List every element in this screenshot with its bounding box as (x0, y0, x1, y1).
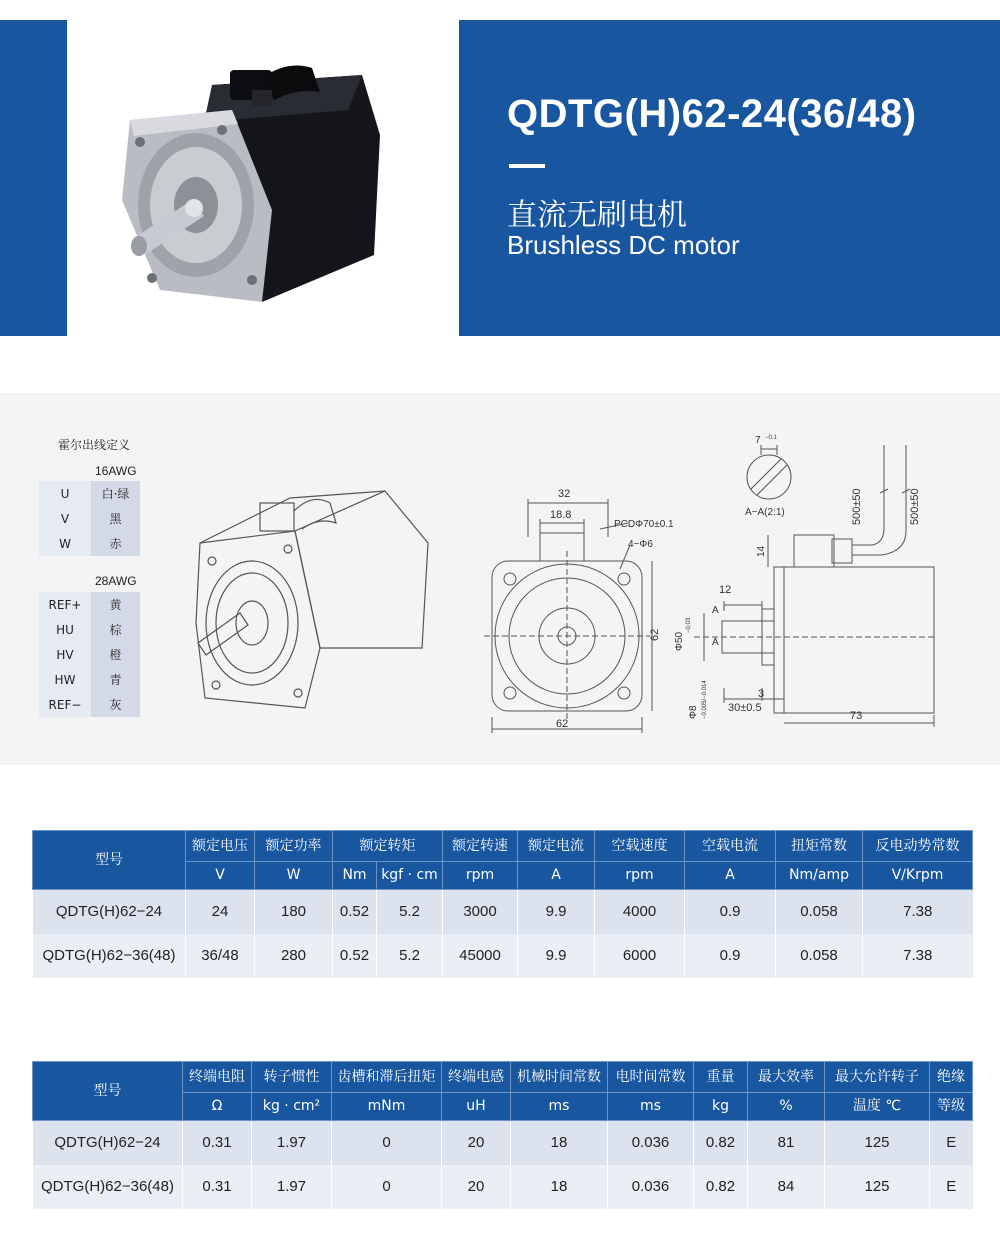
dim-3: 3 (758, 688, 765, 700)
unit-efficiency: % (748, 1092, 825, 1120)
cell-noload-speed: 6000 (595, 934, 685, 978)
unit-torque-nm: Nm (333, 861, 377, 889)
side-view-drawing (674, 433, 946, 733)
cell-voltage: 36/48 (186, 934, 255, 978)
cell-noload-current: 0.9 (685, 934, 776, 978)
section-tolerance: −0.1 (765, 435, 777, 441)
cell-power: 280 (255, 934, 333, 978)
cell-inductance: 20 (442, 1165, 511, 1209)
left-accent-bar (0, 20, 67, 336)
cell-model: QDTG(H)62−24 (33, 890, 186, 934)
wire-color: 黑 (91, 506, 140, 531)
wire-color: 橙 (91, 642, 140, 667)
wire-row (39, 506, 140, 531)
header-max-temp: 最大允许转子 (825, 1062, 930, 1093)
cell-max-temp: 125 (825, 1165, 930, 1209)
cell-torque-kgf: 5.2 (377, 934, 443, 978)
wire-signal: HU (39, 617, 91, 642)
cell-model: QDTG(H)62−36(48) (33, 1165, 183, 1209)
wire-table-16awg (39, 481, 140, 556)
cell-speed: 45000 (443, 934, 518, 978)
cell-power: 180 (255, 890, 333, 934)
cell-insulation: E (930, 1121, 973, 1165)
cell-mech-tc: 18 (511, 1121, 608, 1165)
unit-torque-const: Nm/amp (776, 861, 863, 889)
cell-voltage: 24 (186, 890, 255, 934)
spec-table-mechanical (32, 1061, 973, 1209)
product-subtitle-cn: 直流无刷电机 (507, 198, 687, 233)
cell-inertia: 1.97 (252, 1121, 332, 1165)
cell-elec-tc: 0.036 (608, 1165, 694, 1209)
cell-resistance: 0.31 (183, 1121, 252, 1165)
dim-73: 73 (850, 710, 863, 722)
cell-inductance: 20 (442, 1121, 511, 1165)
wire-color: 灰 (91, 692, 140, 717)
wire-signal: HV (39, 642, 91, 667)
front-view-drawing (480, 481, 680, 743)
dim-32: 32 (558, 488, 571, 500)
cell-cogging: 0 (332, 1165, 442, 1209)
unit-power: W (255, 861, 333, 889)
header-torque: 额定转矩 (333, 831, 443, 862)
cell-weight: 0.82 (694, 1121, 748, 1165)
wire-color: 黄 (91, 592, 140, 617)
unit-max-temp: 温度 ℃ (825, 1092, 930, 1120)
header-bemf: 反电动势常数 (863, 831, 973, 862)
unit-elec-tc: ms (608, 1092, 694, 1120)
dim-18-8: 18.8 (550, 509, 572, 521)
wire-signal: V (39, 506, 91, 531)
unit-voltage: V (186, 861, 255, 889)
wire-row (39, 692, 140, 717)
dim-phi8: Φ8 (688, 705, 699, 719)
wire-color: 赤 (91, 531, 140, 556)
cell-model: QDTG(H)62−36(48) (33, 934, 186, 978)
header-power: 额定功率 (255, 831, 333, 862)
header-voltage: 额定电压 (186, 831, 255, 862)
header-inductance: 终端电感 (442, 1062, 511, 1093)
spec-table-electrical (32, 830, 973, 978)
cell-torque-kgf: 5.2 (377, 890, 443, 934)
wire-color: 白·绿 (91, 481, 140, 506)
unit-current: A (518, 861, 595, 889)
wire-row (39, 642, 140, 667)
lead-length-1: 500±50 (851, 488, 863, 525)
header-speed: 额定转速 (443, 831, 518, 862)
cell-elec-tc: 0.036 (608, 1121, 694, 1165)
wire-row (39, 531, 140, 556)
table-row (33, 890, 973, 934)
cell-resistance: 0.31 (183, 1165, 252, 1209)
header-insulation: 绝缘 (930, 1062, 973, 1093)
lead-length-2: 500±50 (909, 488, 921, 525)
awg-label-28: 28AWG (95, 574, 137, 588)
cell-efficiency: 84 (748, 1165, 825, 1209)
product-title: QDTG(H)62-24(36/48) (507, 92, 917, 136)
wire-row (39, 667, 140, 692)
wire-row (39, 617, 140, 642)
unit-torque-kgf: kgf · cm (377, 861, 443, 889)
cell-speed: 3000 (443, 890, 518, 934)
dim-phi50-tol: −0.03 (686, 617, 692, 633)
unit-insulation: 等级 (930, 1092, 973, 1120)
dim-62-bottom: 62 (556, 718, 569, 730)
header-mech-tc: 机械时间常数 (511, 1062, 608, 1093)
dim-pcd: PCDΦ70±0.1 (614, 519, 674, 530)
unit-bemf: V/Krpm (863, 861, 973, 889)
wire-color: 棕 (91, 617, 140, 642)
dim-holes: 4−Φ6 (628, 539, 653, 550)
wire-signal: W (39, 531, 91, 556)
marker-a-bottom: A (712, 637, 719, 648)
unit-inductance: uH (442, 1092, 511, 1120)
title-divider (509, 164, 545, 168)
wire-row (39, 481, 140, 506)
unit-resistance: Ω (183, 1092, 252, 1120)
header-elec-tc: 电时间常数 (608, 1062, 694, 1093)
unit-noload-current: A (685, 861, 776, 889)
dim-30: 30±0.5 (728, 702, 762, 714)
unit-speed: rpm (443, 861, 518, 889)
dim-14: 14 (756, 545, 767, 557)
technical-drawing-section (0, 393, 1000, 765)
cell-torque-nm: 0.52 (333, 934, 377, 978)
cell-noload-speed: 4000 (595, 890, 685, 934)
unit-mech-tc: ms (511, 1092, 608, 1120)
hall-wiring-title: 霍尔出线定义 (58, 438, 131, 452)
header-noload-current: 空载电流 (685, 831, 776, 862)
cell-torque-nm: 0.52 (333, 890, 377, 934)
cell-torque-const: 0.058 (776, 890, 863, 934)
unit-cogging: mNm (332, 1092, 442, 1120)
header-efficiency: 最大效率 (748, 1062, 825, 1093)
cell-model: QDTG(H)62−24 (33, 1121, 183, 1165)
header-noload-speed: 空载速度 (595, 831, 685, 862)
isometric-motor-drawing (190, 473, 440, 718)
wire-signal: REF+ (39, 592, 91, 617)
cell-weight: 0.82 (694, 1165, 748, 1209)
marker-a-top: A (712, 605, 719, 616)
header-panel (459, 20, 1000, 336)
cell-max-temp: 125 (825, 1121, 930, 1165)
dim-12: 12 (719, 584, 732, 596)
cell-inertia: 1.97 (252, 1165, 332, 1209)
cell-efficiency: 81 (748, 1121, 825, 1165)
unit-noload-speed: rpm (595, 861, 685, 889)
table-row (33, 1165, 973, 1209)
header-resistance: 终端电阻 (183, 1062, 252, 1093)
cell-bemf: 7.38 (863, 934, 973, 978)
header-current: 额定电流 (518, 831, 595, 862)
section-label: A−A(2:1) (745, 507, 785, 518)
wire-signal: HW (39, 667, 91, 692)
cell-current: 9.9 (518, 890, 595, 934)
header-torque-const: 扭矩常数 (776, 831, 863, 862)
cell-mech-tc: 18 (511, 1165, 608, 1209)
unit-inertia: kg · cm² (252, 1092, 332, 1120)
header-model: 型号 (33, 1062, 183, 1121)
table-row (33, 1121, 973, 1165)
cell-torque-const: 0.058 (776, 934, 863, 978)
wire-signal: REF− (39, 692, 91, 717)
wire-table-28awg (39, 592, 140, 717)
header-weight: 重量 (694, 1062, 748, 1093)
dim-phi50: Φ50 (674, 631, 685, 651)
header-model: 型号 (33, 831, 186, 890)
cell-insulation: E (930, 1165, 973, 1209)
product-subtitle-en: Brushless DC motor (507, 230, 740, 260)
cell-bemf: 7.38 (863, 890, 973, 934)
wire-signal: U (39, 481, 91, 506)
header-cogging: 齿槽和滞后扭矩 (332, 1062, 442, 1093)
unit-weight: kg (694, 1092, 748, 1120)
cell-noload-current: 0.9 (685, 890, 776, 934)
motor-photo (112, 40, 392, 310)
dim-62-side: 62 (649, 628, 661, 641)
wire-row (39, 592, 140, 617)
section-width: 7 (755, 435, 761, 446)
dim-phi8-tol: −0.005/−0.014 (702, 680, 708, 719)
cell-cogging: 0 (332, 1121, 442, 1165)
awg-label-16: 16AWG (95, 464, 137, 478)
wire-color: 青 (91, 667, 140, 692)
header-inertia: 转子惯性 (252, 1062, 332, 1093)
cell-current: 9.9 (518, 934, 595, 978)
table-row (33, 934, 973, 978)
